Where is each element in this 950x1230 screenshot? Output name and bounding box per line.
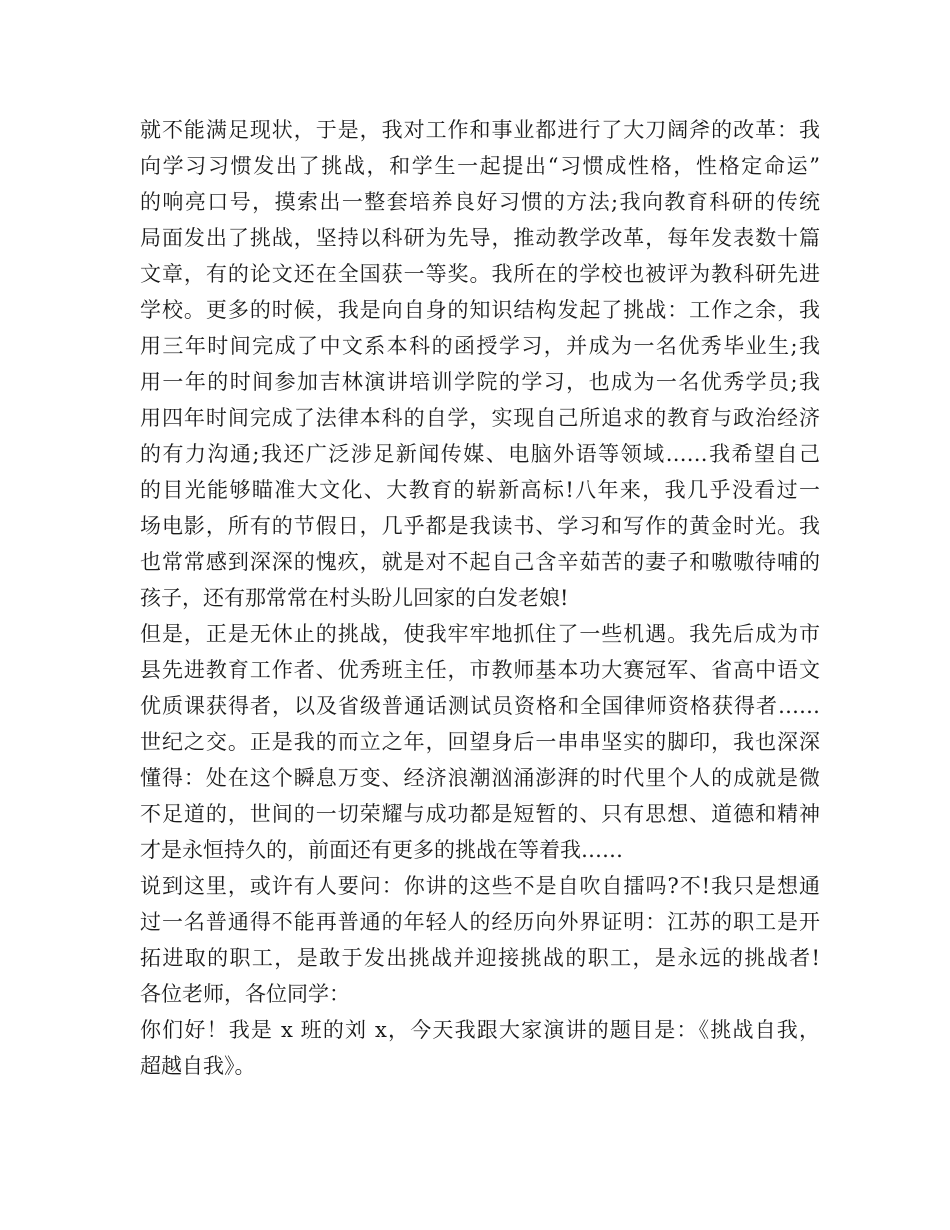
text-line: 你们好！我是 x 班的刘 x，今天我跟大家演讲的题目是：《挑战自我， — [140, 1018, 820, 1042]
text-line: 各位老师，各位同学： — [140, 982, 350, 1006]
document-body — [140, 112, 820, 1084]
text-line: 场电影，所有的节假日，几乎都是我读书、学习和写作的黄金时光。我 — [140, 514, 820, 538]
text-line: 拓进取的职工，是敢于发出挑战并迎接挑战的职工，是永远的挑战者! — [140, 946, 820, 970]
text-line: 向学习习惯发出了挑战，和学生一起提出“习惯成性格，性格定命运” — [140, 154, 820, 178]
text-line: 优质课获得者，以及省级普通话测试员资格和全国律师资格获得者…… — [140, 694, 820, 718]
text-line: 不足道的，世间的一切荣耀与成功都是短暂的、只有思想、道德和精神 — [140, 802, 820, 826]
text-line: 文章，有的论文还在全国获一等奖。我所在的学校也被评为教科研先进 — [140, 262, 820, 286]
text-line: 说到这里，或许有人要问：你讲的这些不是自吹自擂吗?不!我只是想通 — [140, 874, 820, 898]
text-line: 也常常感到深深的愧疚，就是对不起自己含辛茹苦的妻子和嗷嗷待哺的 — [140, 550, 820, 574]
text-line: 才是永恒持久的，前面还有更多的挑战在等着我…… — [140, 838, 623, 862]
text-line: 的有力沟通;我还广泛涉足新闻传媒、电脑外语等领域……我希望自己 — [140, 442, 820, 466]
text-line: 孩子，还有那常常在村头盼儿回家的白发老娘! — [140, 586, 569, 610]
text-line: 但是，正是无休止的挑战，使我牢牢地抓住了一些机遇。我先后成为市 — [140, 622, 820, 646]
text-line: 就不能满足现状，于是，我对工作和事业都进行了大刀阔斧的改革：我 — [140, 118, 820, 142]
text-line: 世纪之交。正是我的而立之年，回望身后一串串坚实的脚印，我也深深 — [140, 730, 820, 754]
text-line: 的目光能够瞄准大文化、大教育的崭新高标!八年来，我几乎没看过一 — [140, 478, 820, 502]
text-line: 的响亮口号，摸索出一整套培养良好习惯的方法;我向教育科研的传统 — [140, 190, 820, 214]
text-line: 超越自我》。 — [140, 1054, 256, 1078]
text-line: 懂得：处在这个瞬息万变、经济浪潮汹涌澎湃的时代里个人的成就是微 — [140, 766, 820, 790]
text-line: 学校。更多的时候，我是向自身的知识结构发起了挑战：工作之余，我 — [140, 298, 820, 322]
text-line: 局面发出了挑战，坚持以科研为先导，推动教学改革，每年发表数十篇 — [140, 226, 820, 250]
text-line: 用三年时间完成了中文系本科的函授学习，并成为一名优秀毕业生;我 — [140, 334, 820, 358]
text-line: 县先进教育工作者、优秀班主任，市教师基本功大赛冠军、省高中语文 — [140, 658, 820, 682]
text-line: 过一名普通得不能再普通的年轻人的经历向外界证明：江苏的职工是开 — [140, 910, 820, 934]
text-line: 用一年的时间参加吉林演讲培训学院的学习，也成为一名优秀学员;我 — [140, 370, 820, 394]
text-line: 用四年时间完成了法律本科的自学，实现自己所追求的教育与政治经济 — [140, 406, 820, 430]
